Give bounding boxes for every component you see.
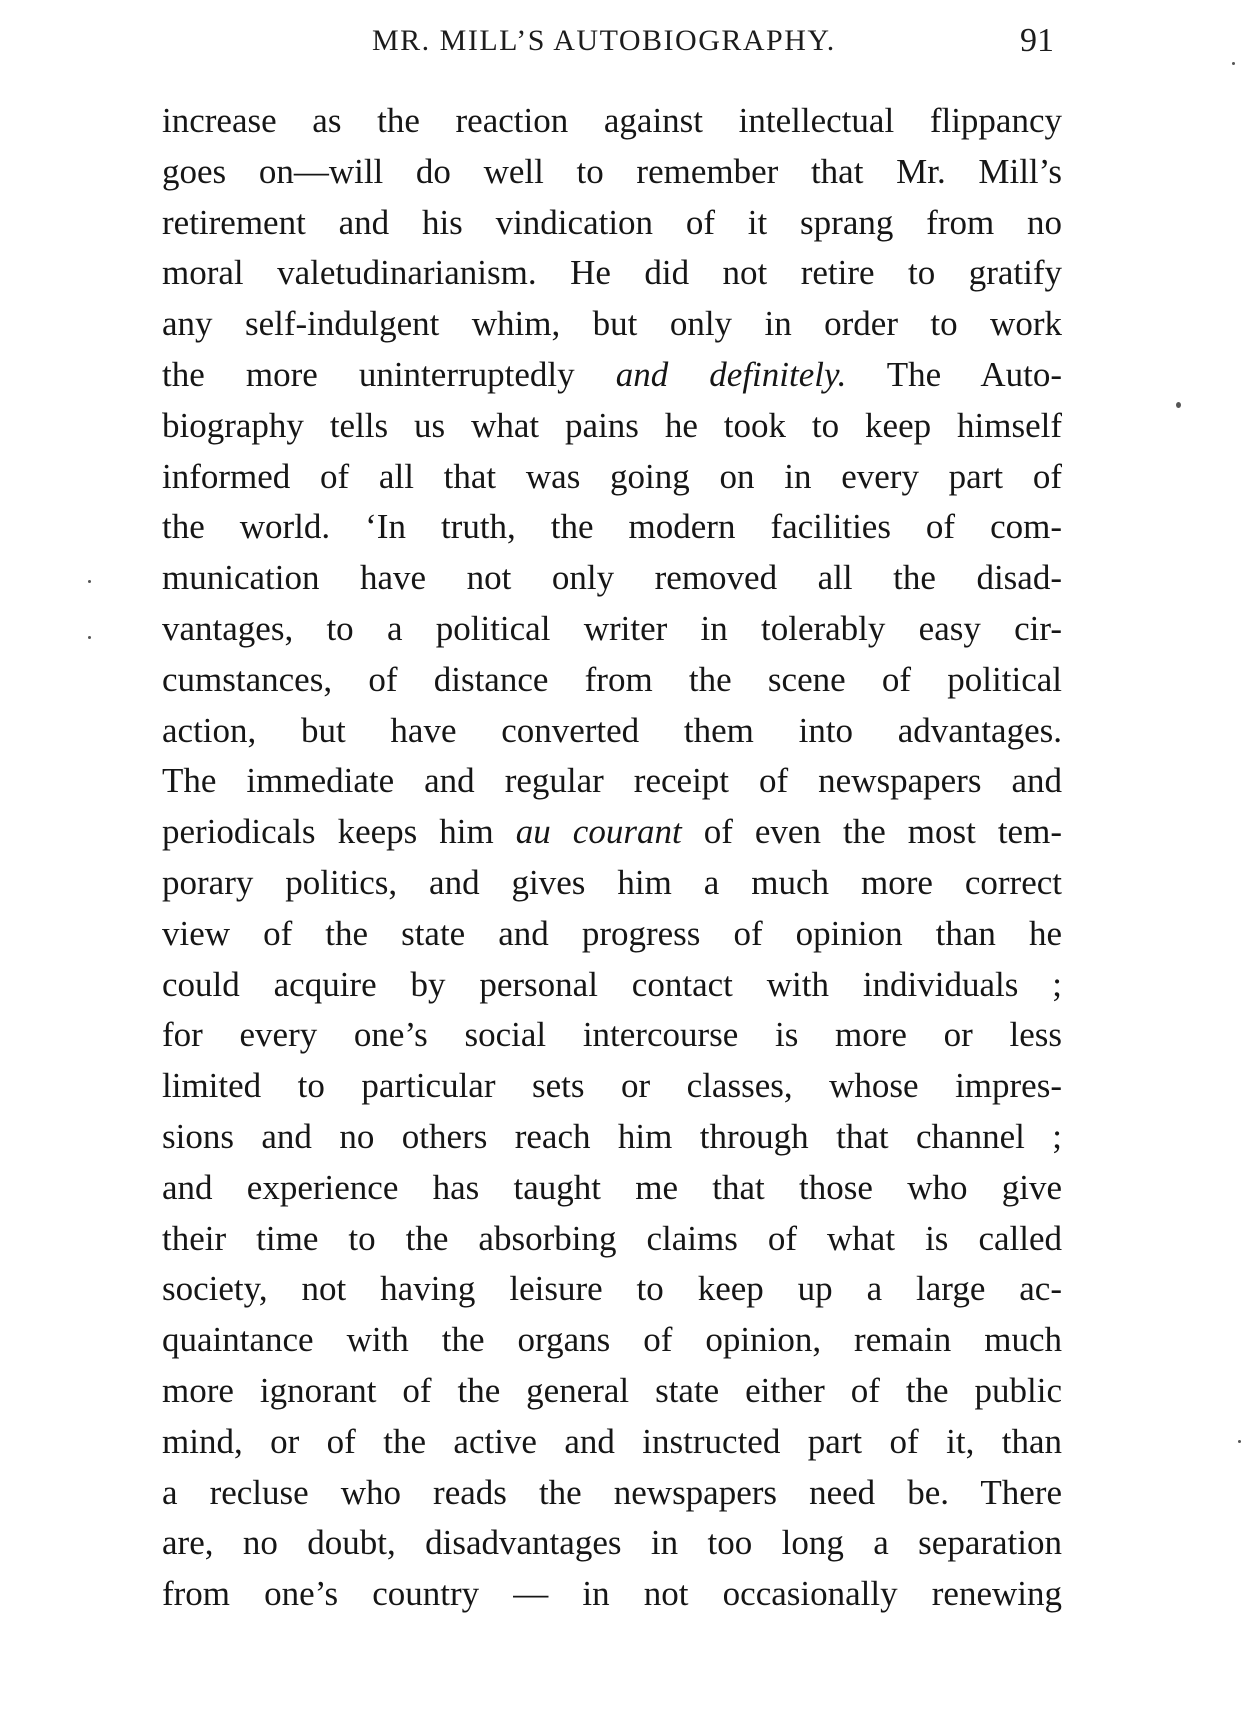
text-line [162,807,1062,858]
text-line [162,604,1062,655]
text-line [162,1112,1062,1163]
text-segment: goes on—will do well to remember that Mr. Mill’s [162,151,1062,191]
text-segment: for every one’s social intercourse is more or less [162,1015,1062,1055]
text-line [162,960,1062,1011]
text-line [162,1061,1062,1112]
text-segment: increase as the reaction against intellectual flippancy [162,101,1062,140]
running-title: MR. MILL’S AUTOBIOGRAPHY. [372,24,836,57]
text-line [162,248,1062,299]
text-line [162,858,1062,909]
text-line [162,655,1062,706]
text-line [162,1163,1062,1214]
text-segment: a recluse who reads the newspapers need be. There [162,1472,1062,1512]
text-segment: biography tells us what pains he took to keep himself [162,405,1062,445]
text-line [162,147,1062,198]
text-segment: The Auto- [846,354,1062,394]
text-segment: retirement and his vindication of it sprang from no [162,202,1062,242]
text-line [162,553,1062,604]
text-segment: more ignorant of the general state either of the public [162,1370,1062,1410]
text-line [162,909,1062,960]
text-line [162,1569,1062,1620]
text-segment: of even the most tem- [681,812,1062,852]
scan-speck [88,636,91,639]
text-segment: any self-indulgent whim, but only in order to work [162,304,1062,344]
text-segment: porary politics, and gives him a much more correct [162,862,1062,902]
text-line [162,198,1062,249]
text-line [162,1518,1062,1569]
text-segment: periodicals keeps him [162,812,516,852]
body-text [162,96,1062,1620]
text-segment: mind, or of the active and instructed part of it, than [162,1421,1062,1461]
text-line [162,401,1062,452]
text-segment: from one’s country — in not occasionally renewing [162,1574,1062,1614]
text-line [162,1214,1062,1265]
text-segment: sions and no others reach him through that channel ; [162,1116,1062,1156]
text-segment: could acquire by personal contact with individuals ; [162,964,1062,1004]
text-segment: action, but have converted them into advantages. [162,710,1062,750]
text-segment: moral valetudinarianism. He did not retire to gratify [162,253,1062,293]
text-line [162,756,1062,807]
scan-speck [1232,62,1235,65]
italic-text: au courant [515,812,682,852]
text-line [162,1366,1062,1417]
text-line [162,452,1062,503]
text-line [162,350,1062,401]
text-line [162,1468,1062,1519]
text-line [162,1010,1062,1061]
scan-speck [1176,402,1181,408]
text-line [162,706,1062,757]
text-segment: vantages, to a political writer in tolerably easy cir- [162,608,1062,648]
text-line [162,1417,1062,1468]
text-segment: informed of all that was going on in every part of [162,456,1062,496]
text-segment: limited to particular sets or classes, whose impres- [162,1066,1062,1106]
text-segment: and experience has taught me that those who give [162,1167,1062,1207]
text-segment: the more uninterruptedly [162,354,616,394]
text-segment: The immediate and regular receipt of newspapers and [162,761,1062,801]
page-number: 91 [1020,22,1054,59]
text-line [162,502,1062,553]
text-segment: quaintance with the organs of opinion, remain much [162,1320,1062,1360]
text-segment: their time to the absorbing claims of what is called [162,1218,1062,1258]
text-segment: society, not having leisure to keep up a large ac- [162,1269,1062,1309]
text-line [162,299,1062,350]
italic-text: and definitely. [615,354,847,394]
scan-speck [1238,1440,1241,1443]
text-segment: cumstances, of distance from the scene of political [162,659,1062,699]
text-segment: view of the state and progress of opinion than he [162,913,1062,953]
text-segment: munication have not only removed all the disad- [162,558,1062,598]
scan-speck [88,580,91,583]
text-line [162,1315,1062,1366]
text-segment: are, no doubt, disadvantages in too long a separation [162,1523,1062,1563]
text-line [162,96,1062,147]
text-segment: the world. ‘In truth, the modern facilities of com- [162,507,1062,547]
text-line [162,1264,1062,1315]
